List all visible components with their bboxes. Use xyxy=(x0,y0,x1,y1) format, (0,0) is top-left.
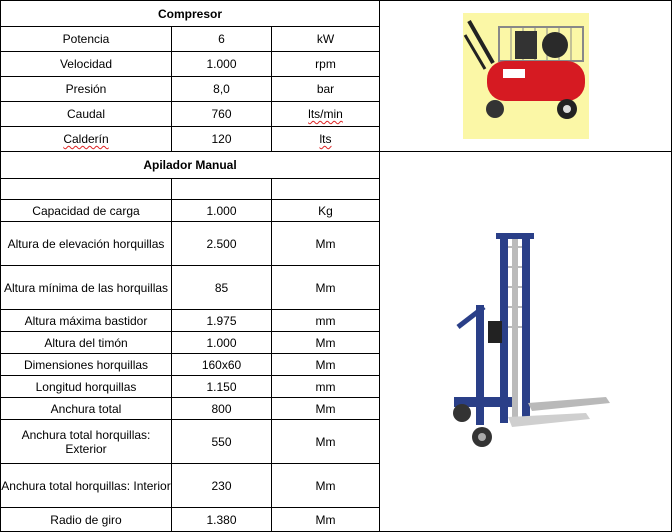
compresor-label: Presión xyxy=(1,77,172,102)
compresor-label: Potencia xyxy=(1,27,172,52)
compresor-unit: lts xyxy=(272,127,380,152)
manual-stacker-image xyxy=(436,227,616,457)
apilador-label: Altura de elevación horquillas xyxy=(1,222,172,266)
compresor-title: Compresor xyxy=(1,1,380,27)
apilador-label: Altura del timón xyxy=(1,332,172,354)
empty-cell xyxy=(272,179,380,200)
compresor-unit: bar xyxy=(272,77,380,102)
compresor-label: Velocidad xyxy=(1,52,172,77)
apilador-unit: mm xyxy=(272,376,380,398)
compresor-label: Caudal xyxy=(1,102,172,127)
apilador-label: Anchura total xyxy=(1,398,172,420)
compresor-label: Calderín xyxy=(1,127,172,152)
apilador-unit: mm xyxy=(272,310,380,332)
apilador-value: 1.975 xyxy=(172,310,272,332)
apilador-value: 1.380 xyxy=(172,508,272,532)
compresor-value: 6 xyxy=(172,27,272,52)
apilador-label: Altura máxima bastidor xyxy=(1,310,172,332)
apilador-value: 550 xyxy=(172,420,272,464)
apilador-value: 1.150 xyxy=(172,376,272,398)
apilador-value: 800 xyxy=(172,398,272,420)
air-compressor-image xyxy=(463,13,589,139)
empty-cell xyxy=(1,179,172,200)
apilador-label: Longitud horquillas xyxy=(1,376,172,398)
empty-cell xyxy=(172,179,272,200)
compresor-value: 1.000 xyxy=(172,52,272,77)
apilador-value: 2.500 xyxy=(172,222,272,266)
compresor-image-cell xyxy=(380,1,672,152)
apilador-unit: Mm xyxy=(272,464,380,508)
apilador-unit: Mm xyxy=(272,508,380,532)
compresor-value: 760 xyxy=(172,102,272,127)
apilador-title: Apilador Manual xyxy=(1,152,380,179)
apilador-unit: Kg xyxy=(272,200,380,222)
apilador-label: Capacidad de carga xyxy=(1,200,172,222)
apilador-label: Radio de giro xyxy=(1,508,172,532)
apilador-label: Anchura total horquillas: Interior xyxy=(1,464,172,508)
apilador-unit: Mm xyxy=(272,420,380,464)
compresor-unit: kW xyxy=(272,27,380,52)
compresor-unit: lts/min xyxy=(272,102,380,127)
apilador-value: 160x60 xyxy=(172,354,272,376)
apilador-unit: Mm xyxy=(272,222,380,266)
apilador-label: Anchura total horquillas: Exterior xyxy=(1,420,172,464)
apilador-value: 230 xyxy=(172,464,272,508)
apilador-unit: Mm xyxy=(272,354,380,376)
apilador-value: 1.000 xyxy=(172,200,272,222)
apilador-image-cell xyxy=(380,152,672,532)
compresor-unit: rpm xyxy=(272,52,380,77)
apilador-label: Dimensiones horquillas xyxy=(1,354,172,376)
apilador-value: 85 xyxy=(172,266,272,310)
apilador-label: Altura mínima de las horquillas xyxy=(1,266,172,310)
compresor-value: 120 xyxy=(172,127,272,152)
apilador-unit: Mm xyxy=(272,398,380,420)
compresor-value: 8,0 xyxy=(172,77,272,102)
apilador-unit: Mm xyxy=(272,332,380,354)
apilador-unit: Mm xyxy=(272,266,380,310)
apilador-value: 1.000 xyxy=(172,332,272,354)
